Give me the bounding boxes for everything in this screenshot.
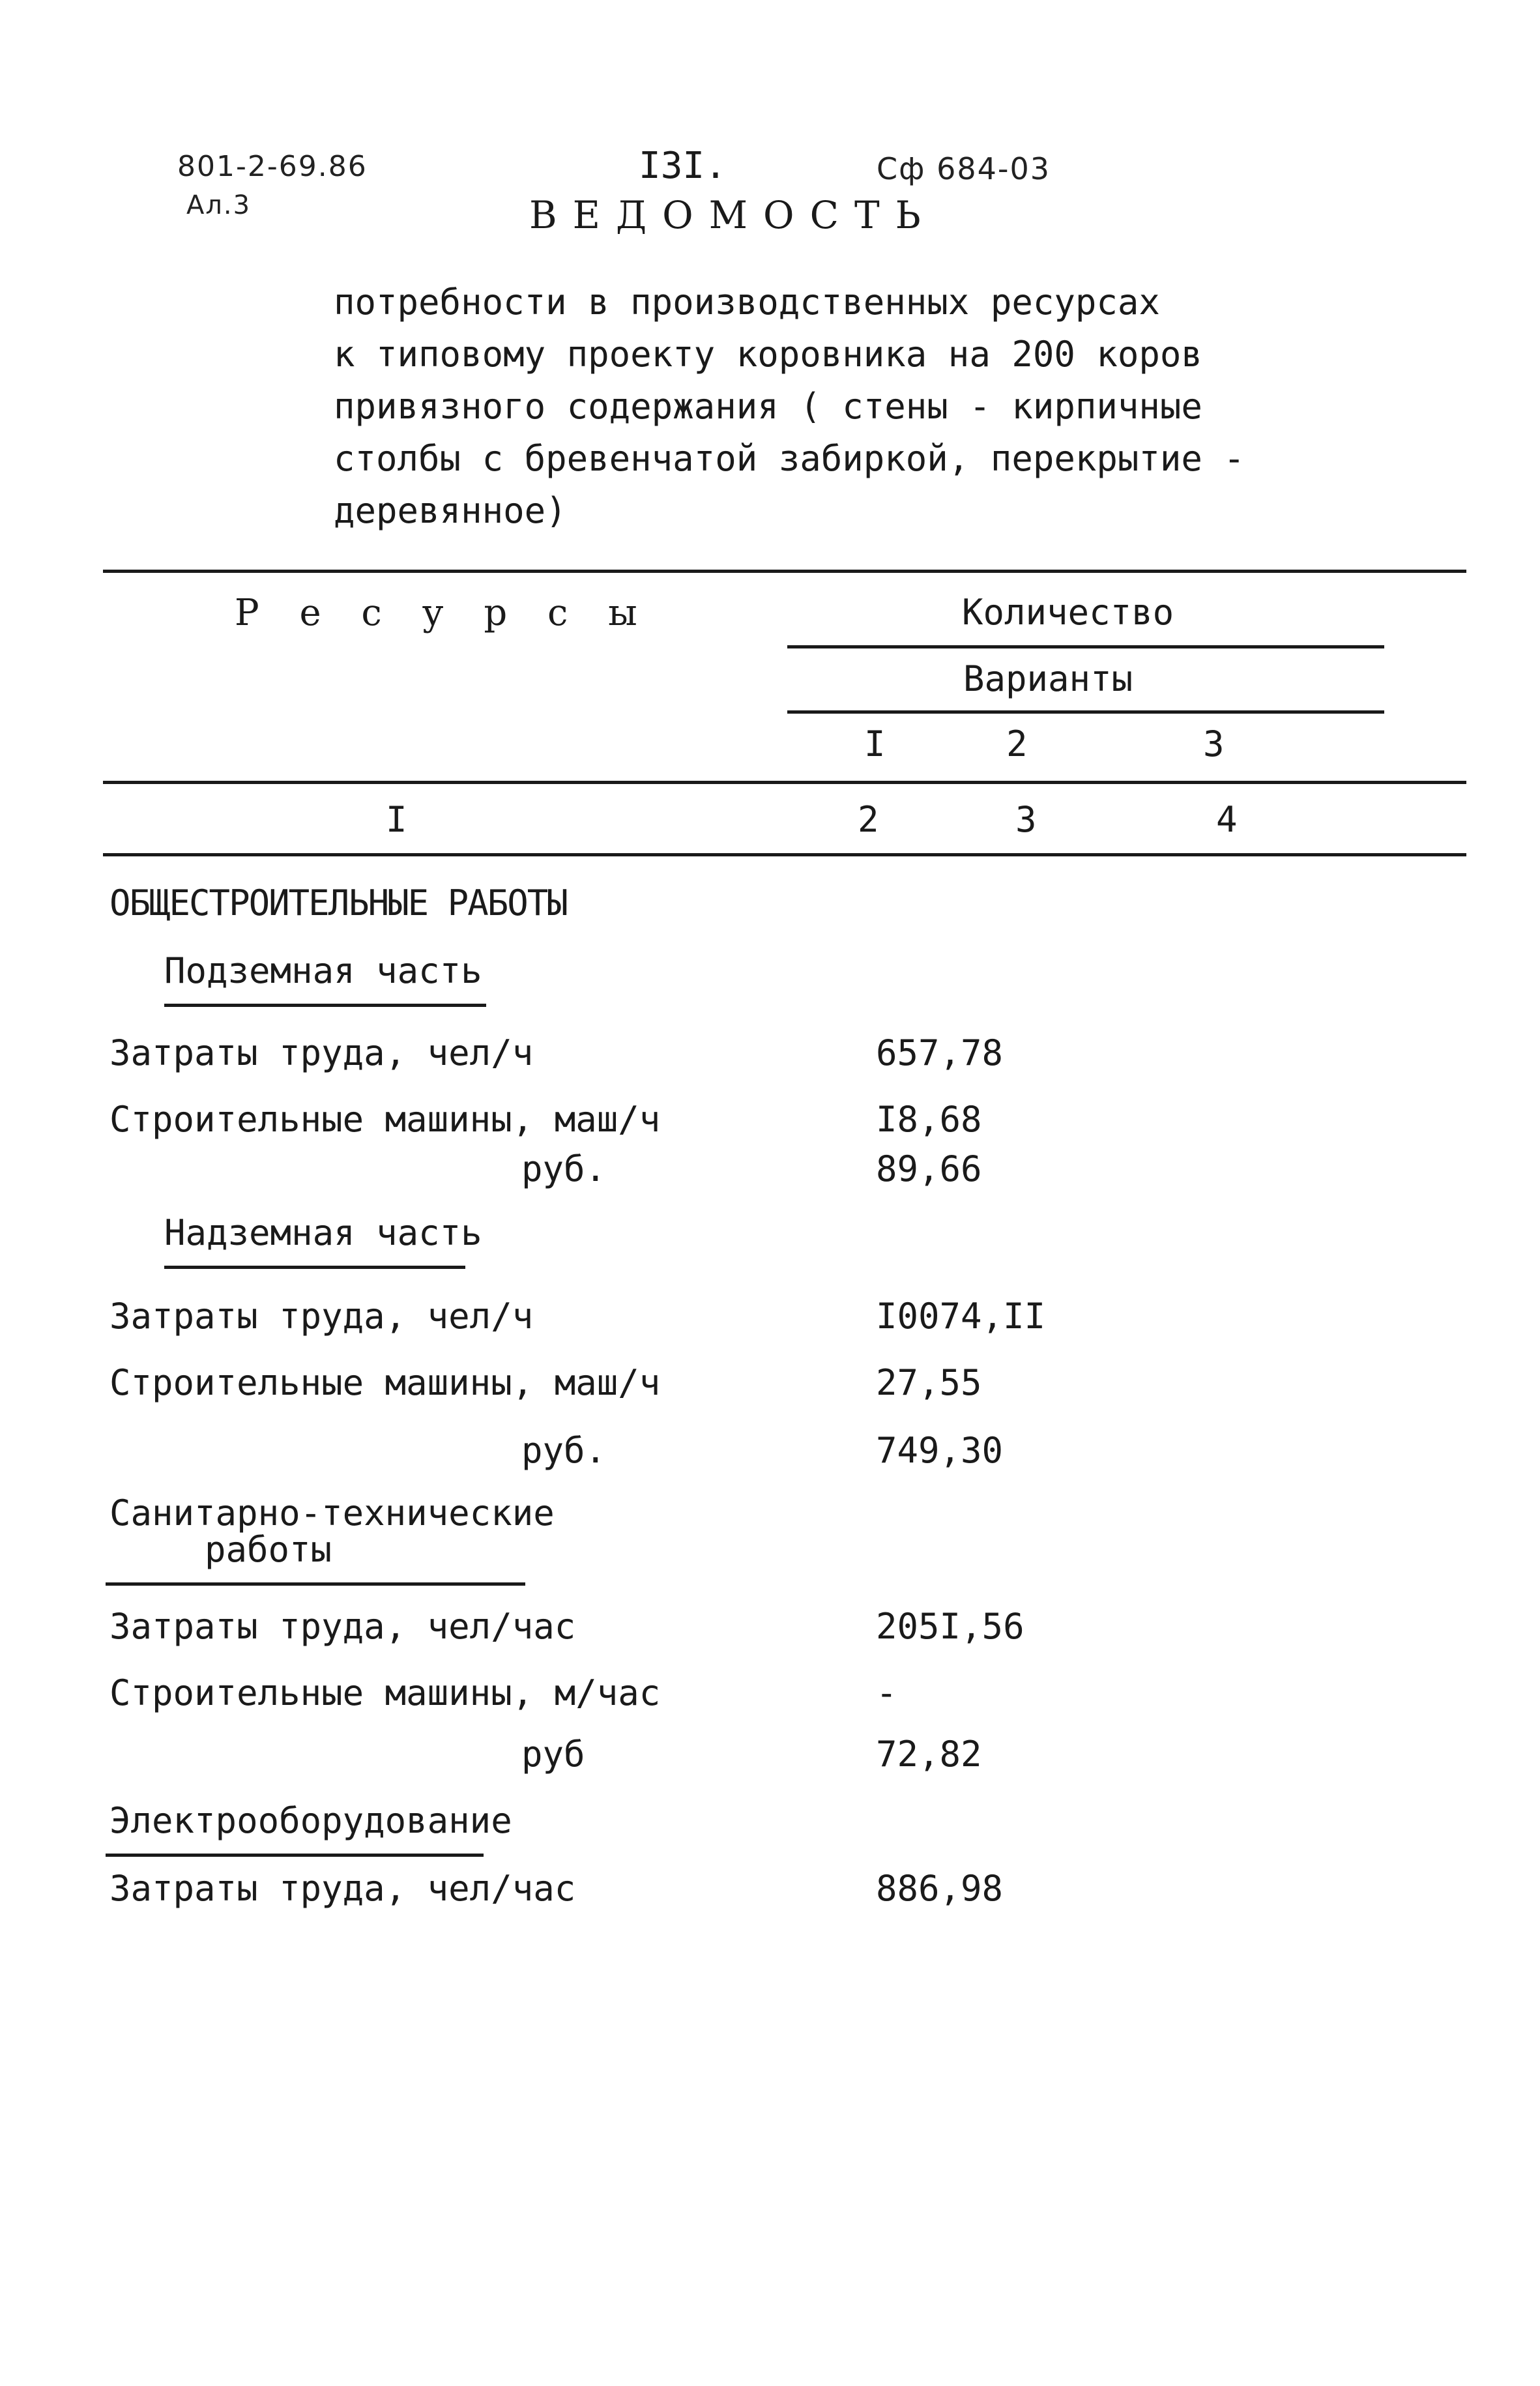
table-top-rule bbox=[103, 570, 1466, 573]
resource-value: 89,66 bbox=[876, 1148, 982, 1189]
resource-label: Затраты труда, чел/час bbox=[109, 1606, 576, 1647]
variant-number: I bbox=[864, 723, 886, 764]
variant-number: 3 bbox=[1203, 723, 1225, 764]
quantity-underline bbox=[787, 645, 1384, 648]
subtitle-line: деревянное) bbox=[334, 490, 567, 531]
subsection-aboveground: Надземная часть bbox=[164, 1212, 482, 1253]
resource-value: I8,68 bbox=[876, 1099, 982, 1140]
resource-label: руб bbox=[521, 1734, 585, 1775]
subtitle-line: потребности в производственных ресурсах bbox=[334, 282, 1160, 323]
resource-label: Затраты труда, чел/час bbox=[109, 1868, 576, 1909]
subsection-electrical: Электрооборудование bbox=[109, 1800, 512, 1841]
resource-value: 657,78 bbox=[876, 1032, 1004, 1073]
resource-label: руб. bbox=[521, 1148, 607, 1189]
resource-value: - bbox=[876, 1672, 897, 1713]
variant-number: 2 bbox=[1006, 723, 1028, 764]
header-bottom-rule bbox=[103, 781, 1466, 784]
subtitle-line: привязного содержания ( стены - кирпичные bbox=[334, 386, 1202, 427]
subsection-underline bbox=[106, 1854, 484, 1857]
section-general-construction: ОБЩЕСТРОИТЕЛЬНЫЕ РАБОТЫ bbox=[109, 882, 567, 924]
resource-value: 749,30 bbox=[876, 1430, 1004, 1471]
subtitle-line: к типовому проекту коровника на 200 коров bbox=[334, 334, 1202, 375]
resource-label: Строительные машины, маш/ч bbox=[109, 1362, 661, 1403]
subsection-underline bbox=[164, 1266, 465, 1269]
document-code: 801-2-69.86 bbox=[177, 150, 368, 183]
resource-value: 886,98 bbox=[876, 1868, 1004, 1909]
page-number: I3I. bbox=[639, 145, 727, 187]
stamp-code: Сф 684-03 bbox=[877, 151, 1051, 186]
column-number: 2 bbox=[858, 799, 879, 840]
resource-label: Затраты труда, чел/ч bbox=[109, 1032, 534, 1073]
subtitle-block bbox=[334, 276, 1245, 537]
resource-label: Строительные машины, м/час bbox=[109, 1672, 661, 1713]
subtitle-line: столбы с бревенчатой забиркой, перекрытие - bbox=[334, 438, 1245, 479]
page-title: ВЕДОМОСТЬ bbox=[529, 193, 937, 237]
column-header-quantity: Количество bbox=[962, 592, 1174, 633]
subsection-underline bbox=[106, 1582, 525, 1586]
resource-value: 27,55 bbox=[876, 1362, 982, 1403]
resource-value: 72,82 bbox=[876, 1734, 982, 1775]
subsection-sanitary-line1: Санитарно-технические bbox=[109, 1492, 555, 1534]
resource-label: Строительные машины, маш/ч bbox=[109, 1099, 661, 1140]
resource-value: 205I,56 bbox=[876, 1606, 1024, 1647]
column-header-resources: Р е с у р с ы bbox=[235, 592, 652, 634]
resource-label: Затраты труда, чел/ч bbox=[109, 1296, 534, 1337]
subsection-sanitary-line2: работы bbox=[205, 1529, 332, 1570]
subsection-underground: Подземная часть bbox=[164, 950, 482, 991]
variants-underline bbox=[787, 710, 1384, 714]
column-header-variants: Варианты bbox=[963, 658, 1133, 699]
resource-value: I0074,II bbox=[876, 1296, 1046, 1337]
subsection-underline bbox=[164, 1004, 486, 1007]
column-number-rule bbox=[103, 853, 1466, 856]
column-number: 4 bbox=[1216, 799, 1238, 840]
resource-label: руб. bbox=[521, 1430, 607, 1471]
column-number: 3 bbox=[1015, 799, 1037, 840]
album-number: Ал.3 bbox=[186, 190, 252, 220]
column-number: I bbox=[386, 799, 407, 840]
